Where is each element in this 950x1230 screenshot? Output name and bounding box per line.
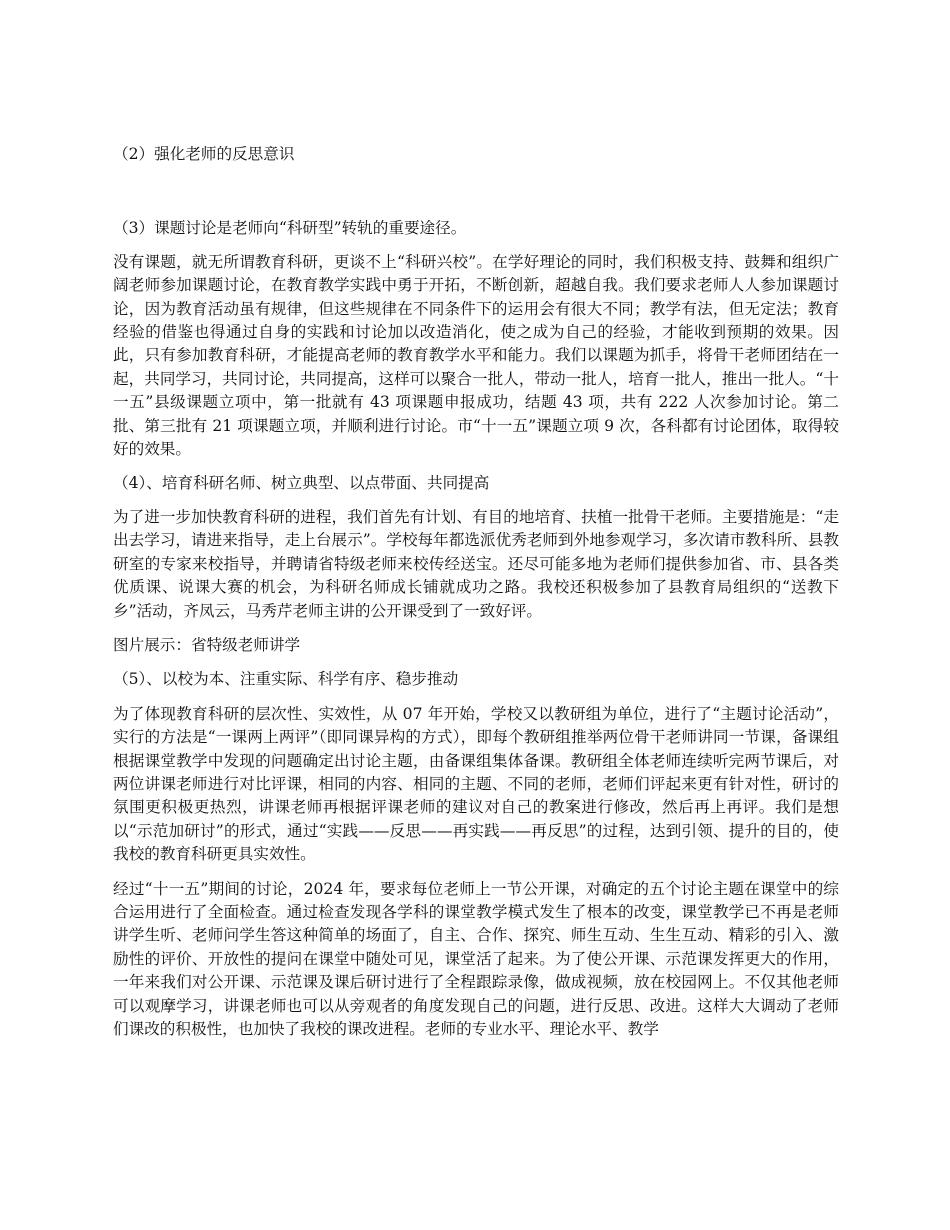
section-3-paragraph: 没有课题，就无所谓教育科研，更谈不上“科研兴校”。在学好理论的同时，我们积极支持、鼓舞和组织广阔老师参加课题讨论，在教育教学实践中勇于开拓，不断创新，超越自我。我们要求老师人人参加课题讨论，因为教育活动虽有规律，但这些规律在不同条件下的运用会有很大不同；教学有法，但无定法；教育经验的借鉴也得通过自身的实践和讨论加以改造消化，使之成为自己的经验，才能收到预期的效果。因此，只有参加教育科研，才能提高老师的教育教学水平和能力。我们以课题为抓手，将骨干老师团结在一起，共同学习，共同讨论，共同提高，这样可以聚合一批人，带动一批人，培育一批人，推出一批人。“十一五”县级课题立项中，第一批就有 43 项课题申报成功，结题 43 项，共有 222 人次参加讨论。第二批、第三批有 21 项课题立项，并顺利进行讨论。市“十一五”课题立项 9 次，各科都有讨论团体，取得较好的效果。	[113, 252, 839, 459]
document-body	[113, 143, 839, 1041]
section-2-heading: （2）强化老师的反思意识	[113, 145, 295, 163]
section-4-paragraph: 为了进一步加快教育科研的进程，我们首先有计划、有目的地培育、扶植一批骨干老师。主要措施是：“走出去学习，请进来指导，走上台展示”。学校每年都选派优秀老师到外地参观学习，多次请市教科所、县教研室的专家来校指导，并聘请省特级老师来校传经送宝。还尽可能多地为老师们提供参加省、市、县各类优质课、说课大赛的机会，为科研名师成长铺就成功之路。我校还积极参加了县教育局组织的“送教下乡”活动，齐凤云，马秀芹老师主讲的公开课受到了一致好评。	[113, 507, 839, 620]
section-4-heading: （4）、培育科研名师、树立典型、以点带面、共同提高	[113, 474, 490, 493]
image-caption: 图片展示：省特级老师讲学	[113, 635, 301, 654]
section-5-heading: （5）、以校为本、注重实际、科学有序、稳步推动	[113, 670, 459, 689]
section-5-paragraph-1: 为了体现教育科研的层次性、实效性，从 07 年开始，学校又以教研组为单位，进行了“主题讨论活动”，实行的方法是“一课两上两评”（即同课异构的方式），即每个教研组推举两位骨干老师讲同一节课，备课组根据课堂教学中发现的问题确定出讨论主题，由备课组集体备课。教研组全体老师连续听完两节课后，对两位讲课老师进行对比评课，相同的内容、相同的主题、不同的老师，老师们评起来更有针对性，研讨的氛围更积极更热烈，讲课老师再根据评课老师的建议对自己的教案进行修改，然后再上再评。我们是想以“示范加研讨”的形式，通过“实践——反思——再实践——再反思”的过程，达到引领、提升的目的，使我校的教育科研更具实效性。	[113, 704, 839, 864]
section-3-heading: （3）课题讨论是老师向“科研型”转轨的重要途径。	[113, 219, 467, 238]
section-5-paragraph-2: 经过“十一五”期间的讨论，2024 年，要求每位老师上一节公开课，对确定的五个讨论主题在课堂中的综合运用进行了全面检查。通过检查发现各学科的课堂教学模式发生了根本的改变，课堂教学已不再是老师讲学生听、老师问学生答这种简单的场面了，自主、合作、探究、师生互动、生生互动、精彩的引入、激励性的评价、开放性的提问在课堂中随处可见，课堂活了起来。为了使公开课、示范课发挥更大的作用，一年来我们对公开课、示范课及课后研讨进行了全程跟踪录像，做成视频，放在校园网上。不仅其他老师可以观摩学习，讲课老师也可以从旁观者的角度发现自己的问题，进行反思、改进。这样大大调动了老师们课改的积极性，也加快了我校的课改进程。老师的专业水平、理论水平、教学	[113, 879, 839, 1038]
